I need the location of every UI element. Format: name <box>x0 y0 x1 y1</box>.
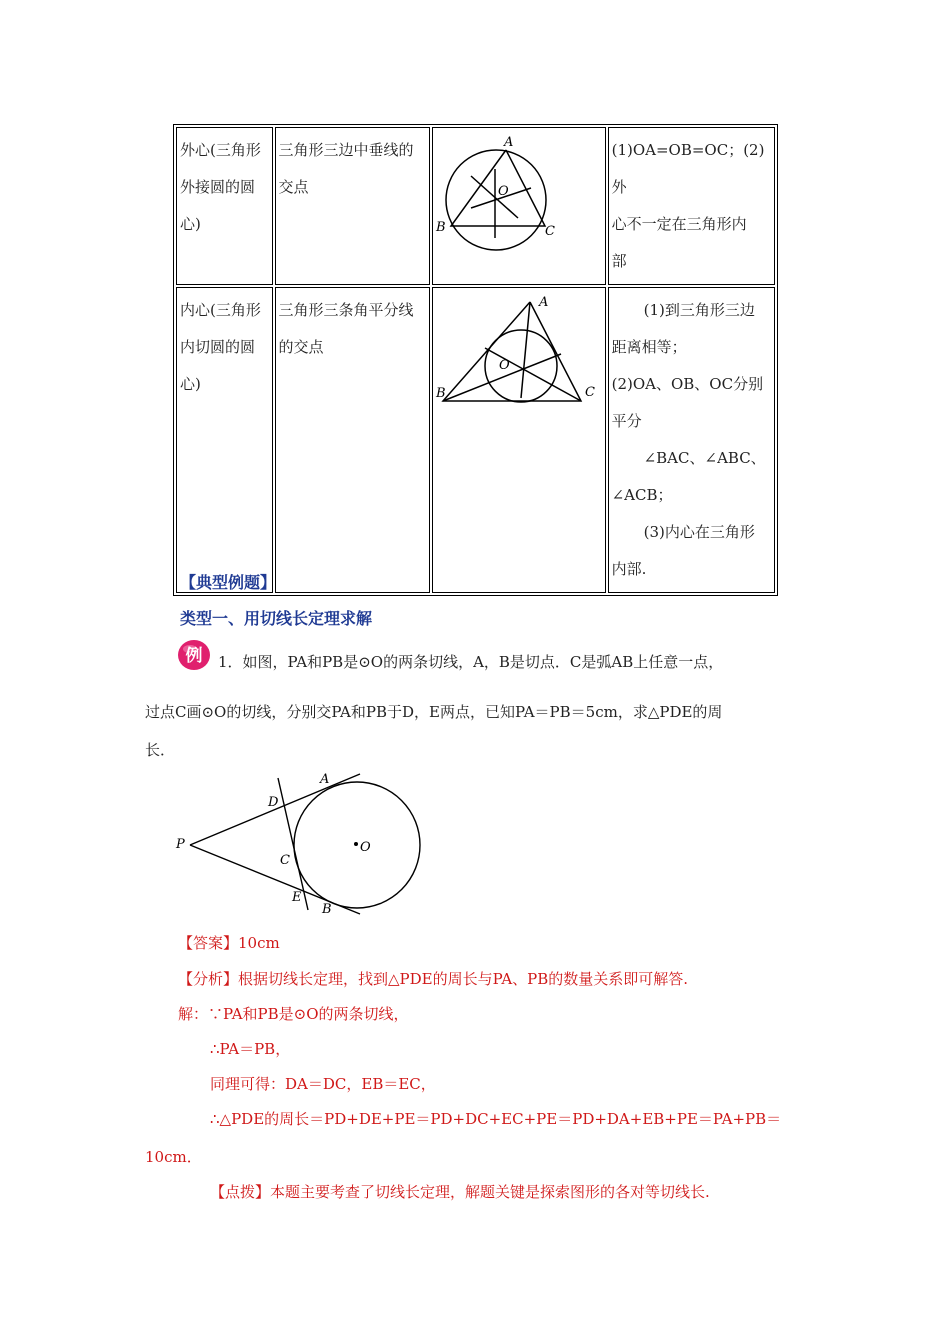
center-label: O <box>497 184 509 199</box>
tangent-figure <box>170 768 430 918</box>
cell-figure <box>432 127 606 285</box>
cell-properties <box>608 287 775 593</box>
cell-text: 三角形三条角平分线 <box>278 301 414 319</box>
cell-text: (1)到三角形三边 <box>643 301 755 319</box>
vertex-label: B <box>435 220 446 235</box>
cell-text: 内切圆的圆 <box>180 338 256 356</box>
vertex-label: A <box>503 135 513 150</box>
problem-line-1: 1．如图，PA和PB是⊙O的两条切线，A，B是切点．C是弧AB上任意一点， <box>218 653 724 671</box>
solution-line-4: ∴△PDE的周长＝PD+DE+PE＝PD+DC+EC+PE＝PD+DA+EB+PE＝PA+PB＝ <box>210 1110 782 1128</box>
cell-figure <box>432 287 606 593</box>
cell-definition <box>275 287 430 593</box>
point-label: C <box>280 853 290 868</box>
incircle-figure <box>433 288 605 418</box>
cell-text: 部 <box>611 252 627 270</box>
cell-text: 内部. <box>611 560 647 578</box>
center-label: O <box>498 358 510 373</box>
answer: 【答案】10cm <box>178 934 280 952</box>
table-row-incenter <box>176 287 775 593</box>
properties-table <box>173 124 778 596</box>
cell-text: 距离相等； <box>611 338 687 356</box>
cell-name <box>176 127 273 285</box>
problem-line-2: 过点C画⊙O的切线，分别交PA和PB于D，E两点，已知PA＝PB＝5cm，求△PDE的周 <box>145 703 723 721</box>
cell-text: 外心(三角形 <box>180 141 261 159</box>
cell-text: 心不一定在三角形内 <box>611 215 747 233</box>
cell-text: (3)内心在三角形 <box>643 523 755 541</box>
cell-definition <box>275 127 430 285</box>
example-badge-icon <box>176 636 212 672</box>
tip: 【点拨】本题主要考查了切线长定理，解题关键是探索图形的各对等切线长. <box>210 1183 710 1201</box>
cell-text: 三角形三边中垂线的 <box>278 141 414 159</box>
cell-text: 外接圆的圆 <box>180 178 256 196</box>
cell-text: (2)OA、OB、OC分别 <box>611 375 764 393</box>
analysis: 【分析】根据切线长定理，找到△PDE的周长与PA、PB的数量关系即可解答. <box>178 970 689 988</box>
solution-line-5: 10cm． <box>145 1148 202 1166</box>
point-label: E <box>292 890 302 905</box>
cell-properties <box>608 127 775 285</box>
vertex-label: B <box>435 386 446 401</box>
vertex-label: A <box>538 295 548 310</box>
cell-text: ∠ACB； <box>611 486 673 504</box>
point-label: O <box>360 840 371 855</box>
cell-text: 内心(三角形 <box>180 301 261 319</box>
section-title: 【典型例题】 <box>180 573 277 592</box>
cell-text: 心) <box>180 215 201 233</box>
solution-line-2: ∴PA＝PB， <box>210 1040 291 1058</box>
cell-text: 心) <box>180 375 201 393</box>
solution-line-1: 解：∵PA和PB是⊙O的两条切线， <box>178 1005 409 1023</box>
cell-text: 交点 <box>278 178 309 196</box>
cell-text: 的交点 <box>278 338 324 356</box>
table-row-circumcenter <box>176 127 775 285</box>
vertex-label: C <box>544 224 555 239</box>
center-dot <box>354 842 358 846</box>
type-title: 类型一、用切线长定理求解 <box>180 609 373 628</box>
point-label: D <box>268 795 279 810</box>
problem-line-3: 长． <box>145 741 176 759</box>
point-label: A <box>320 772 330 787</box>
point-label: B <box>322 902 332 917</box>
cell-name <box>176 287 273 593</box>
vertex-label: C <box>584 385 595 400</box>
solution-line-3: 同理可得：DA＝DC，EB＝EC， <box>210 1075 436 1093</box>
cell-text: (1)OA=OB=OC；(2)外 <box>611 141 765 196</box>
cell-text: 平分 <box>611 412 642 430</box>
point-label: P <box>176 837 185 852</box>
circumcircle-figure <box>433 128 605 262</box>
cell-text: ∠BAC、∠ABC、 <box>643 449 766 467</box>
badge-text: 例 <box>185 646 203 666</box>
